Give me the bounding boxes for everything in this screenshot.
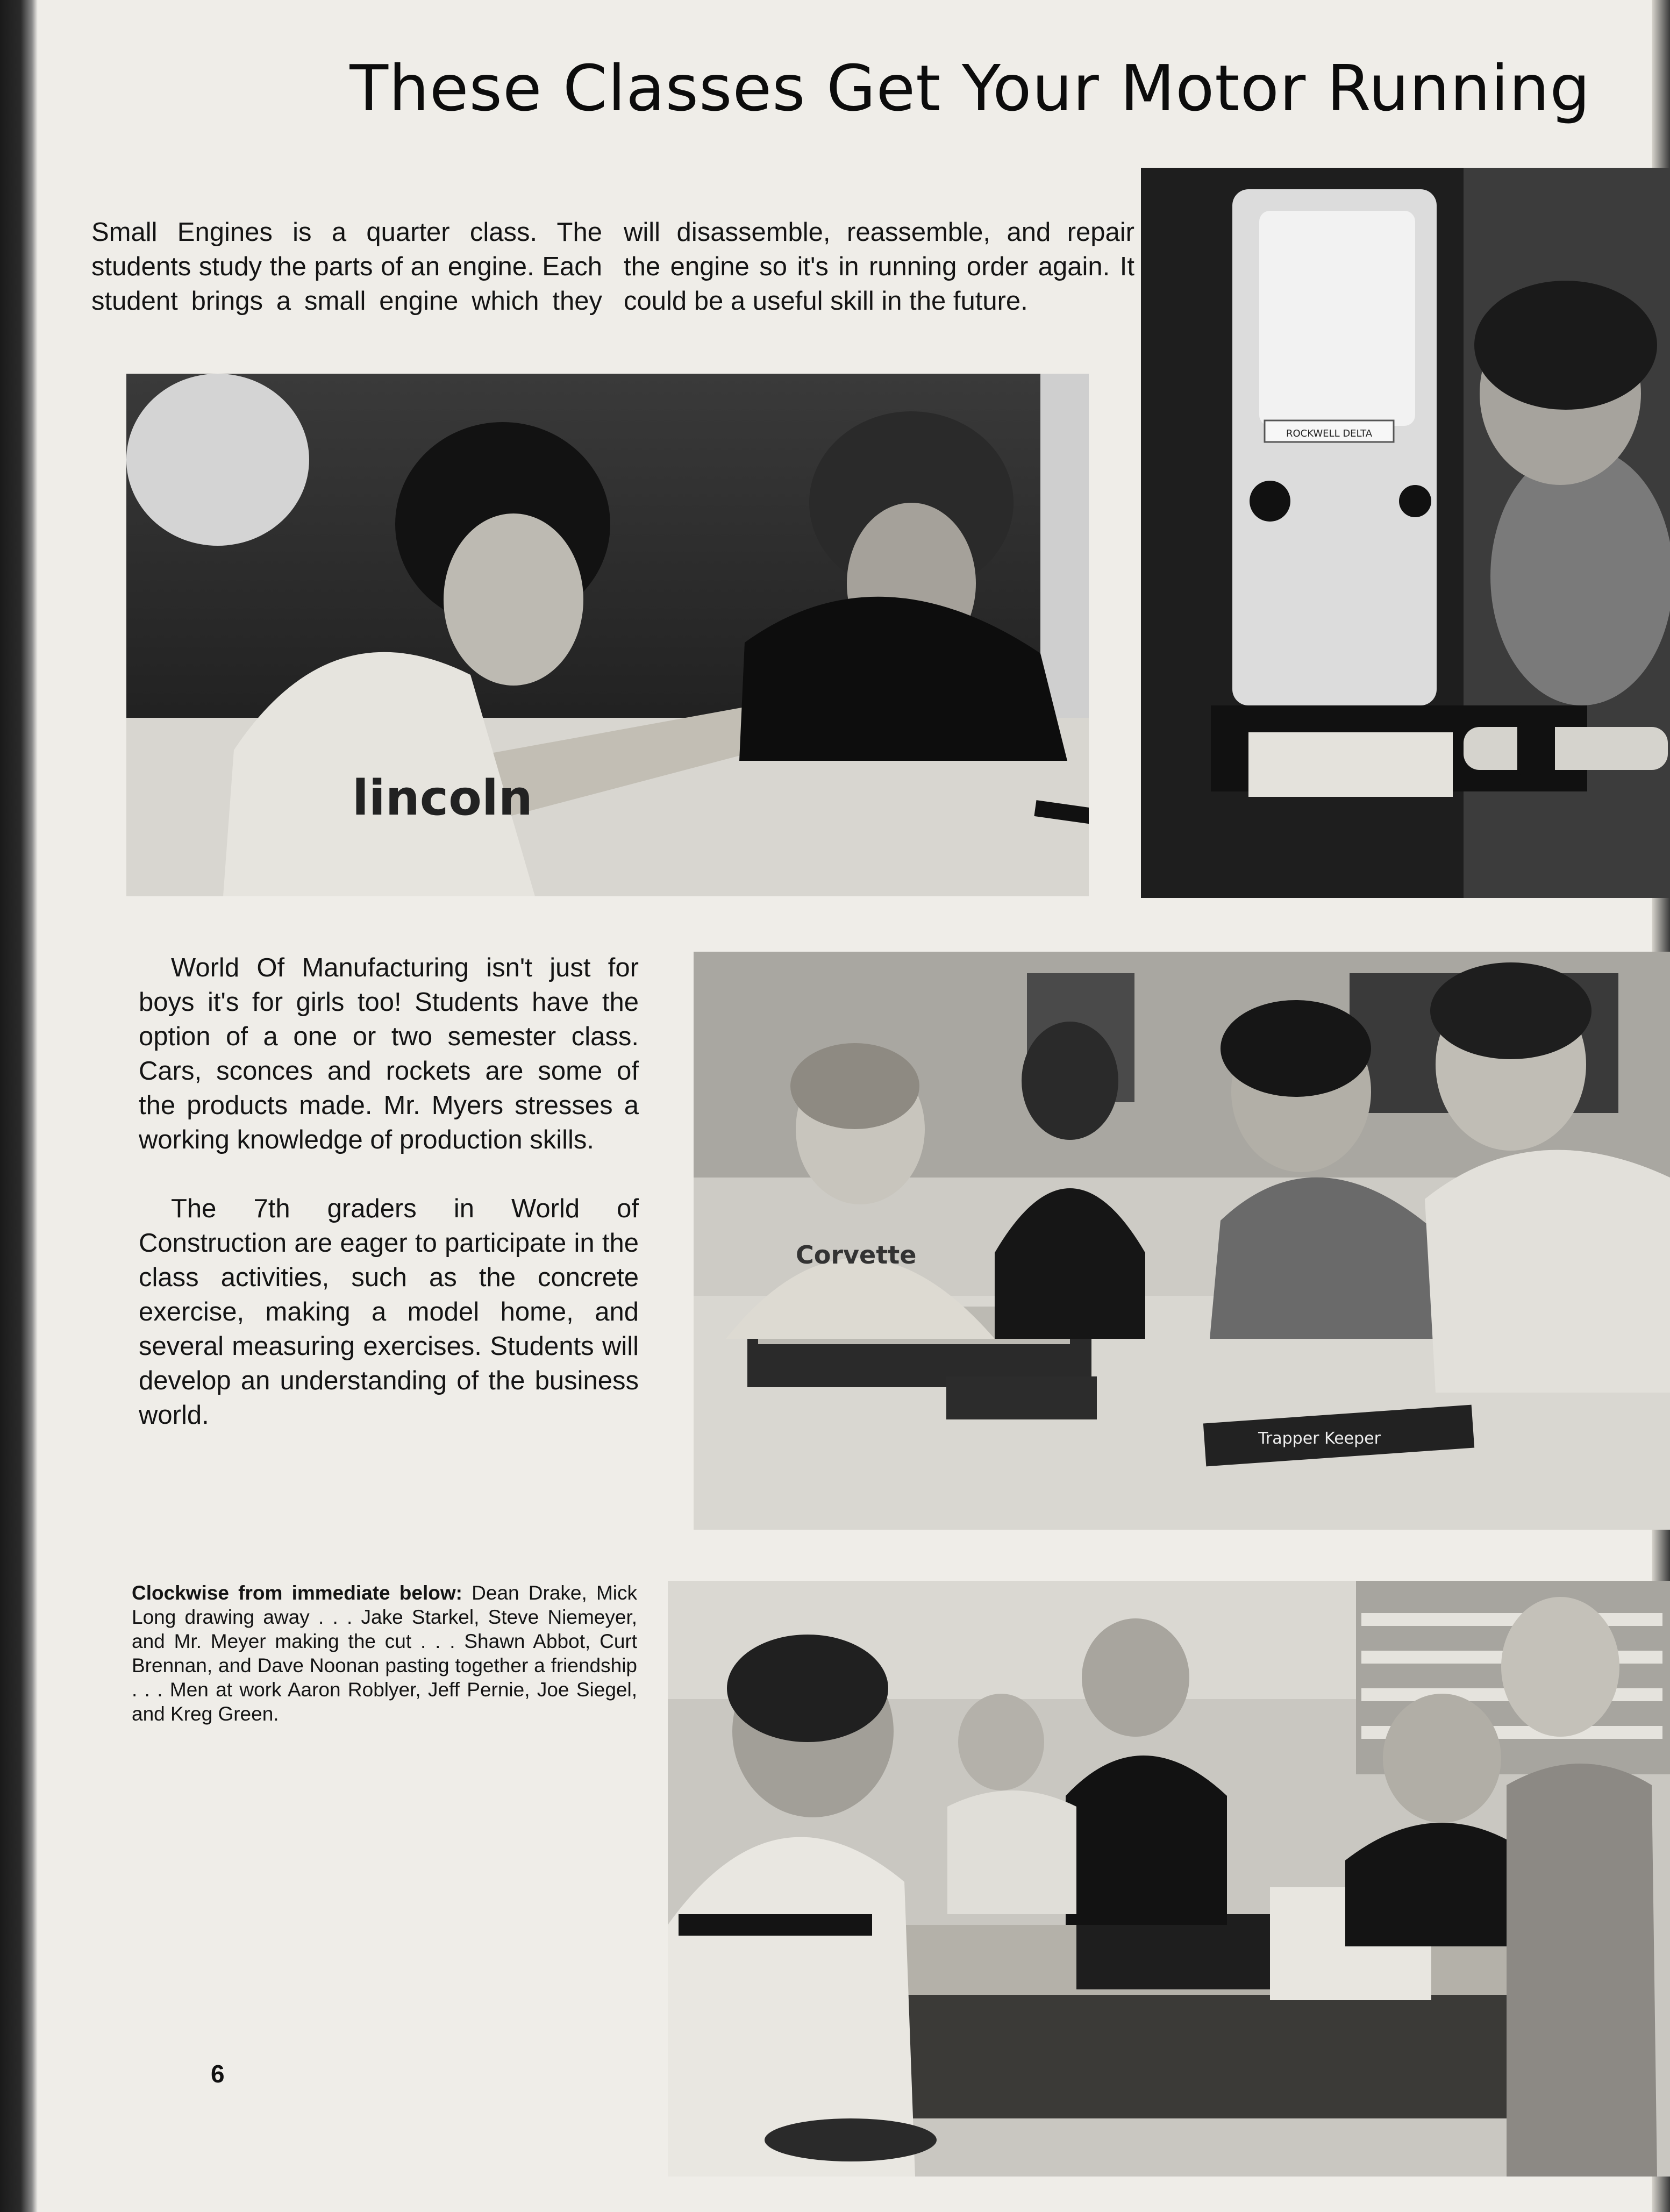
manufacturing-paragraph: World Of Manufacturing isn't just for boys it's for girls too! Students have the option of a one or two semester class. Cars, sconces and rockets are some of the products made. Mr. Myers stresses a working knowledge of production skills. [139, 953, 639, 1154]
caption-lead: Clockwise from immediate below: [132, 1582, 462, 1604]
photo-workroom [668, 1581, 1670, 2177]
small-engines-text [91, 215, 1134, 318]
binder-label: Trapper Keeper [1258, 1429, 1381, 1448]
photo-caption [132, 1581, 637, 1726]
photo-students-drawing [126, 374, 1089, 896]
shirt-corvette-text: Corvette [796, 1240, 917, 1269]
saw-brand-label: ROCKWELL DELTA [1286, 428, 1373, 439]
svg-text:lincoln: lincoln [352, 770, 533, 826]
photo-gluing-class [694, 952, 1670, 1530]
page-number: 6 [211, 2060, 225, 2088]
small-engines-paragraph: Small Engines is a quarter class. The students study the parts of an engine. Each student brings a small engine which they will disassemble, reassemble, and repair the engine so it's in running order again. It could be a useful skill in the future. [91, 218, 1134, 316]
photo-band-saw [1141, 168, 1670, 898]
manufacturing-construction-text [139, 951, 639, 1467]
page-binding-shadow [0, 0, 38, 2212]
caption-names: Dean Drake, Mick Long drawing away . . . Jake Starkel, Steve Niemeyer, and Mr. Meyer making the cut . . . Shawn Abbot, Curt Brennan, and Dave Noonan pasting together a friendship . . . Men at work Aaron Roblyer, Jeff Pernie, Joe Siegel, and Kreg Green. [132, 1582, 638, 1725]
page-title: These Classes Get Your Motor Running [349, 51, 1591, 125]
construction-paragraph: The 7th graders in World of Construction are eager to participate in the class activities, such as the concrete exercise, making a model home, and several measuring exercises. Students will develop an understanding of the business world. [139, 1194, 639, 1430]
